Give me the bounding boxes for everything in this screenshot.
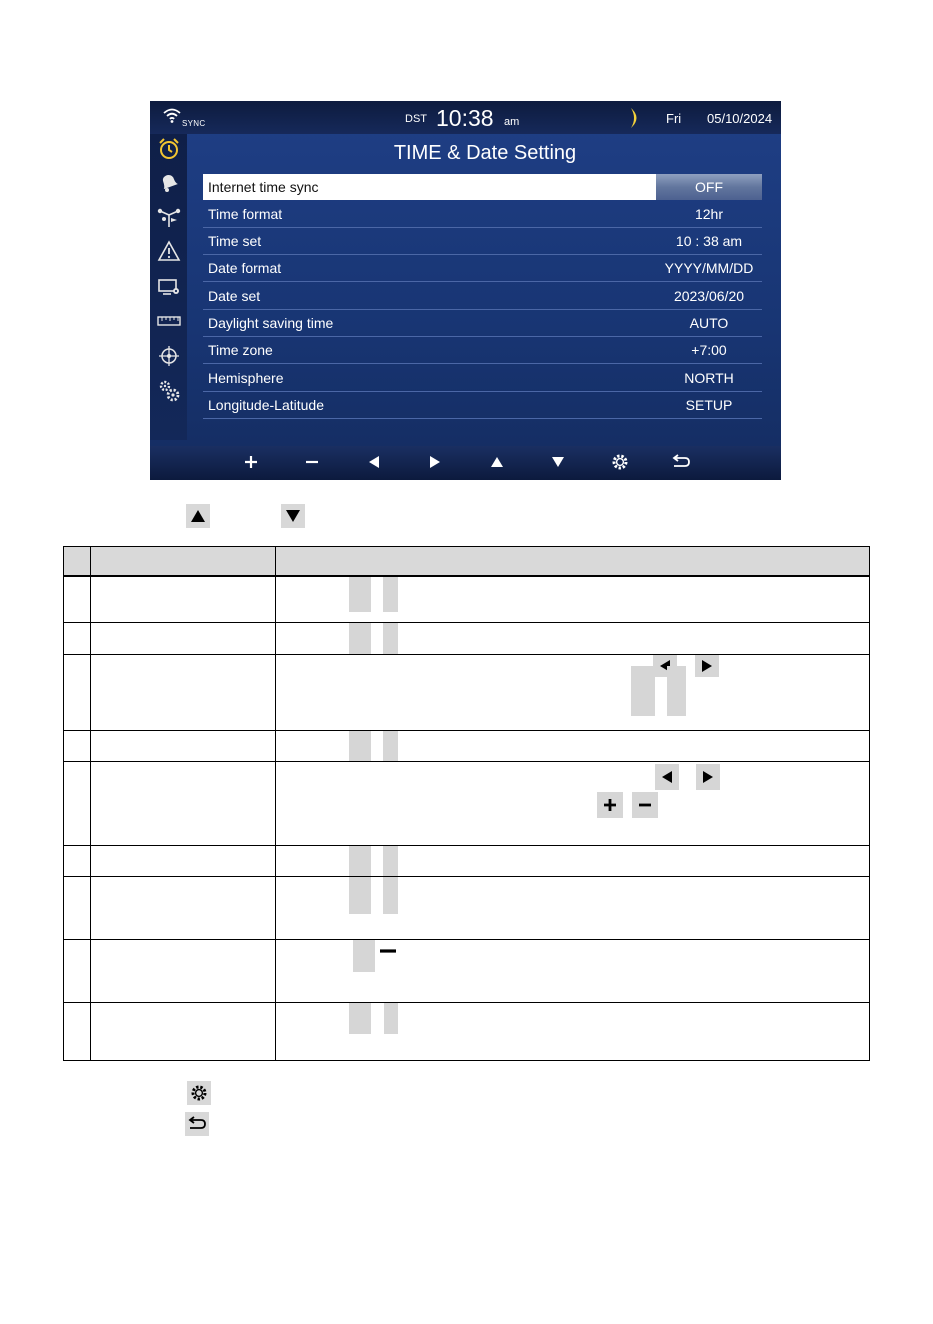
- setting-value: AUTO: [689, 315, 729, 331]
- plus-icon: [243, 454, 259, 475]
- minus-icon: [304, 454, 320, 475]
- up-arrow-icon: [490, 455, 504, 474]
- setting-row-time-format[interactable]: [203, 201, 762, 228]
- table-row-divider: [63, 730, 870, 731]
- gray-block: [383, 846, 398, 876]
- left-arrow-icon: [655, 764, 679, 790]
- gray-block: [383, 731, 398, 761]
- date: 05/10/2024: [707, 111, 773, 126]
- setting-row-longitude-latitude[interactable]: [203, 392, 762, 419]
- right-button[interactable]: [424, 453, 446, 475]
- warning-icon: [157, 240, 181, 267]
- setting-label: Time set: [208, 233, 262, 249]
- right-arrow-icon: [428, 455, 442, 474]
- moon-icon: [628, 107, 642, 134]
- table-row-divider: [63, 576, 870, 577]
- left-arrow-icon: [367, 455, 381, 474]
- table-row-divider: [63, 622, 870, 623]
- sidebar-item-time[interactable]: [153, 136, 184, 167]
- setting-row-time-zone[interactable]: [203, 337, 762, 364]
- location-target-icon: [158, 345, 180, 372]
- minus-icon: [632, 792, 658, 818]
- setting-value: 12hr: [694, 206, 724, 222]
- setting-value: 2023/06/20: [673, 288, 745, 304]
- gray-block: [349, 846, 371, 876]
- sidebar-item-weather[interactable]: [153, 204, 184, 235]
- weekday: Fri: [666, 111, 682, 126]
- clock-ampm: am: [504, 116, 520, 128]
- sidebar-item-location[interactable]: [153, 343, 184, 374]
- setting-value: 10 : 38 am: [675, 233, 743, 249]
- settings-button[interactable]: [609, 453, 631, 475]
- setting-value: +7:00: [691, 342, 727, 358]
- back-icon: [671, 454, 691, 475]
- table-col-divider: [869, 546, 870, 1061]
- ruler-icon: [157, 314, 181, 333]
- setting-label: Daylight saving time: [208, 315, 334, 331]
- setting-value: OFF: [656, 174, 762, 200]
- setting-row-date-set[interactable]: [203, 283, 762, 310]
- down-button[interactable]: [547, 453, 569, 475]
- gray-block: [383, 623, 398, 654]
- setting-label: Time zone: [208, 342, 273, 358]
- setting-label: Longitude-Latitude: [208, 397, 324, 413]
- instruction-table: [63, 546, 870, 1061]
- device-screen: [150, 101, 781, 480]
- down-arrow-icon: [281, 504, 305, 528]
- up-arrow-icon: [186, 504, 210, 528]
- sidebar-item-units[interactable]: [153, 308, 184, 339]
- plus-button[interactable]: [240, 453, 262, 475]
- setting-value: YYYY/MM/DD: [664, 260, 754, 276]
- weather-station-icon: [157, 206, 181, 233]
- gray-block: [349, 1003, 371, 1034]
- setting-value: NORTH: [684, 370, 734, 386]
- plus-icon: [597, 792, 623, 818]
- setting-row-date-format[interactable]: [203, 255, 762, 282]
- sidebar-item-display[interactable]: [153, 274, 184, 305]
- table-row-divider: [63, 876, 870, 877]
- up-button[interactable]: [486, 453, 508, 475]
- gray-block: [383, 577, 398, 612]
- right-arrow-icon: [696, 764, 720, 790]
- gray-block: [349, 577, 371, 612]
- bell-icon: [158, 172, 180, 199]
- sidebar: [150, 134, 187, 440]
- bottom-nav-bar: [150, 446, 781, 480]
- right-arrow-icon: [695, 655, 719, 677]
- setting-row-time-set[interactable]: [203, 228, 762, 255]
- display-settings-icon: [157, 276, 181, 303]
- gray-block: [349, 877, 371, 914]
- setting-row-daylight-saving[interactable]: [203, 310, 762, 337]
- settings-icon: [187, 1081, 211, 1105]
- table-row-divider: [63, 1060, 870, 1061]
- wifi-icon: [162, 107, 182, 128]
- back-icon: [185, 1112, 209, 1136]
- gray-block: [349, 623, 371, 654]
- alarm-clock-icon: [157, 137, 181, 166]
- table-row-divider: [63, 845, 870, 846]
- dst-label: DST: [405, 113, 427, 125]
- table-col-divider: [90, 546, 91, 1061]
- gray-block: [353, 940, 375, 972]
- gray-block: [384, 1003, 398, 1034]
- minus-button[interactable]: [301, 453, 323, 475]
- table-row-divider: [63, 654, 870, 655]
- sync-label: SYNC: [182, 119, 206, 128]
- table-col-divider: [63, 546, 64, 1061]
- setting-label: Hemisphere: [208, 370, 284, 386]
- gray-block: [631, 666, 655, 716]
- clock-time: 10:38: [436, 105, 494, 131]
- back-button[interactable]: [670, 453, 692, 475]
- table-row-divider: [63, 939, 870, 940]
- sidebar-item-alert[interactable]: [153, 238, 184, 269]
- table-row-divider: [63, 1002, 870, 1003]
- setting-label: Date set: [208, 288, 261, 304]
- setting-row-internet-time-sync[interactable]: [203, 174, 762, 200]
- sidebar-item-alarm[interactable]: [153, 170, 184, 201]
- down-arrow-icon: [551, 455, 565, 474]
- table-row-divider: [63, 761, 870, 762]
- settings-icon: [611, 453, 629, 476]
- setting-row-hemisphere[interactable]: [203, 365, 762, 392]
- gray-block: [667, 666, 686, 716]
- status-bar: [150, 101, 781, 134]
- table-col-divider: [275, 546, 276, 1061]
- setting-label: Time format: [208, 206, 283, 222]
- minus-icon: [375, 940, 400, 962]
- gray-block: [349, 731, 371, 761]
- page-title: TIME & Date Setting: [393, 142, 577, 164]
- setting-label: Internet time sync: [208, 179, 319, 195]
- sidebar-item-settings[interactable]: [153, 378, 184, 409]
- table-header: [63, 546, 870, 576]
- setting-value: SETUP: [685, 397, 733, 413]
- settings-gears-icon: [157, 379, 181, 408]
- setting-label: Date format: [208, 260, 282, 276]
- gray-block: [383, 877, 398, 914]
- left-button[interactable]: [363, 453, 385, 475]
